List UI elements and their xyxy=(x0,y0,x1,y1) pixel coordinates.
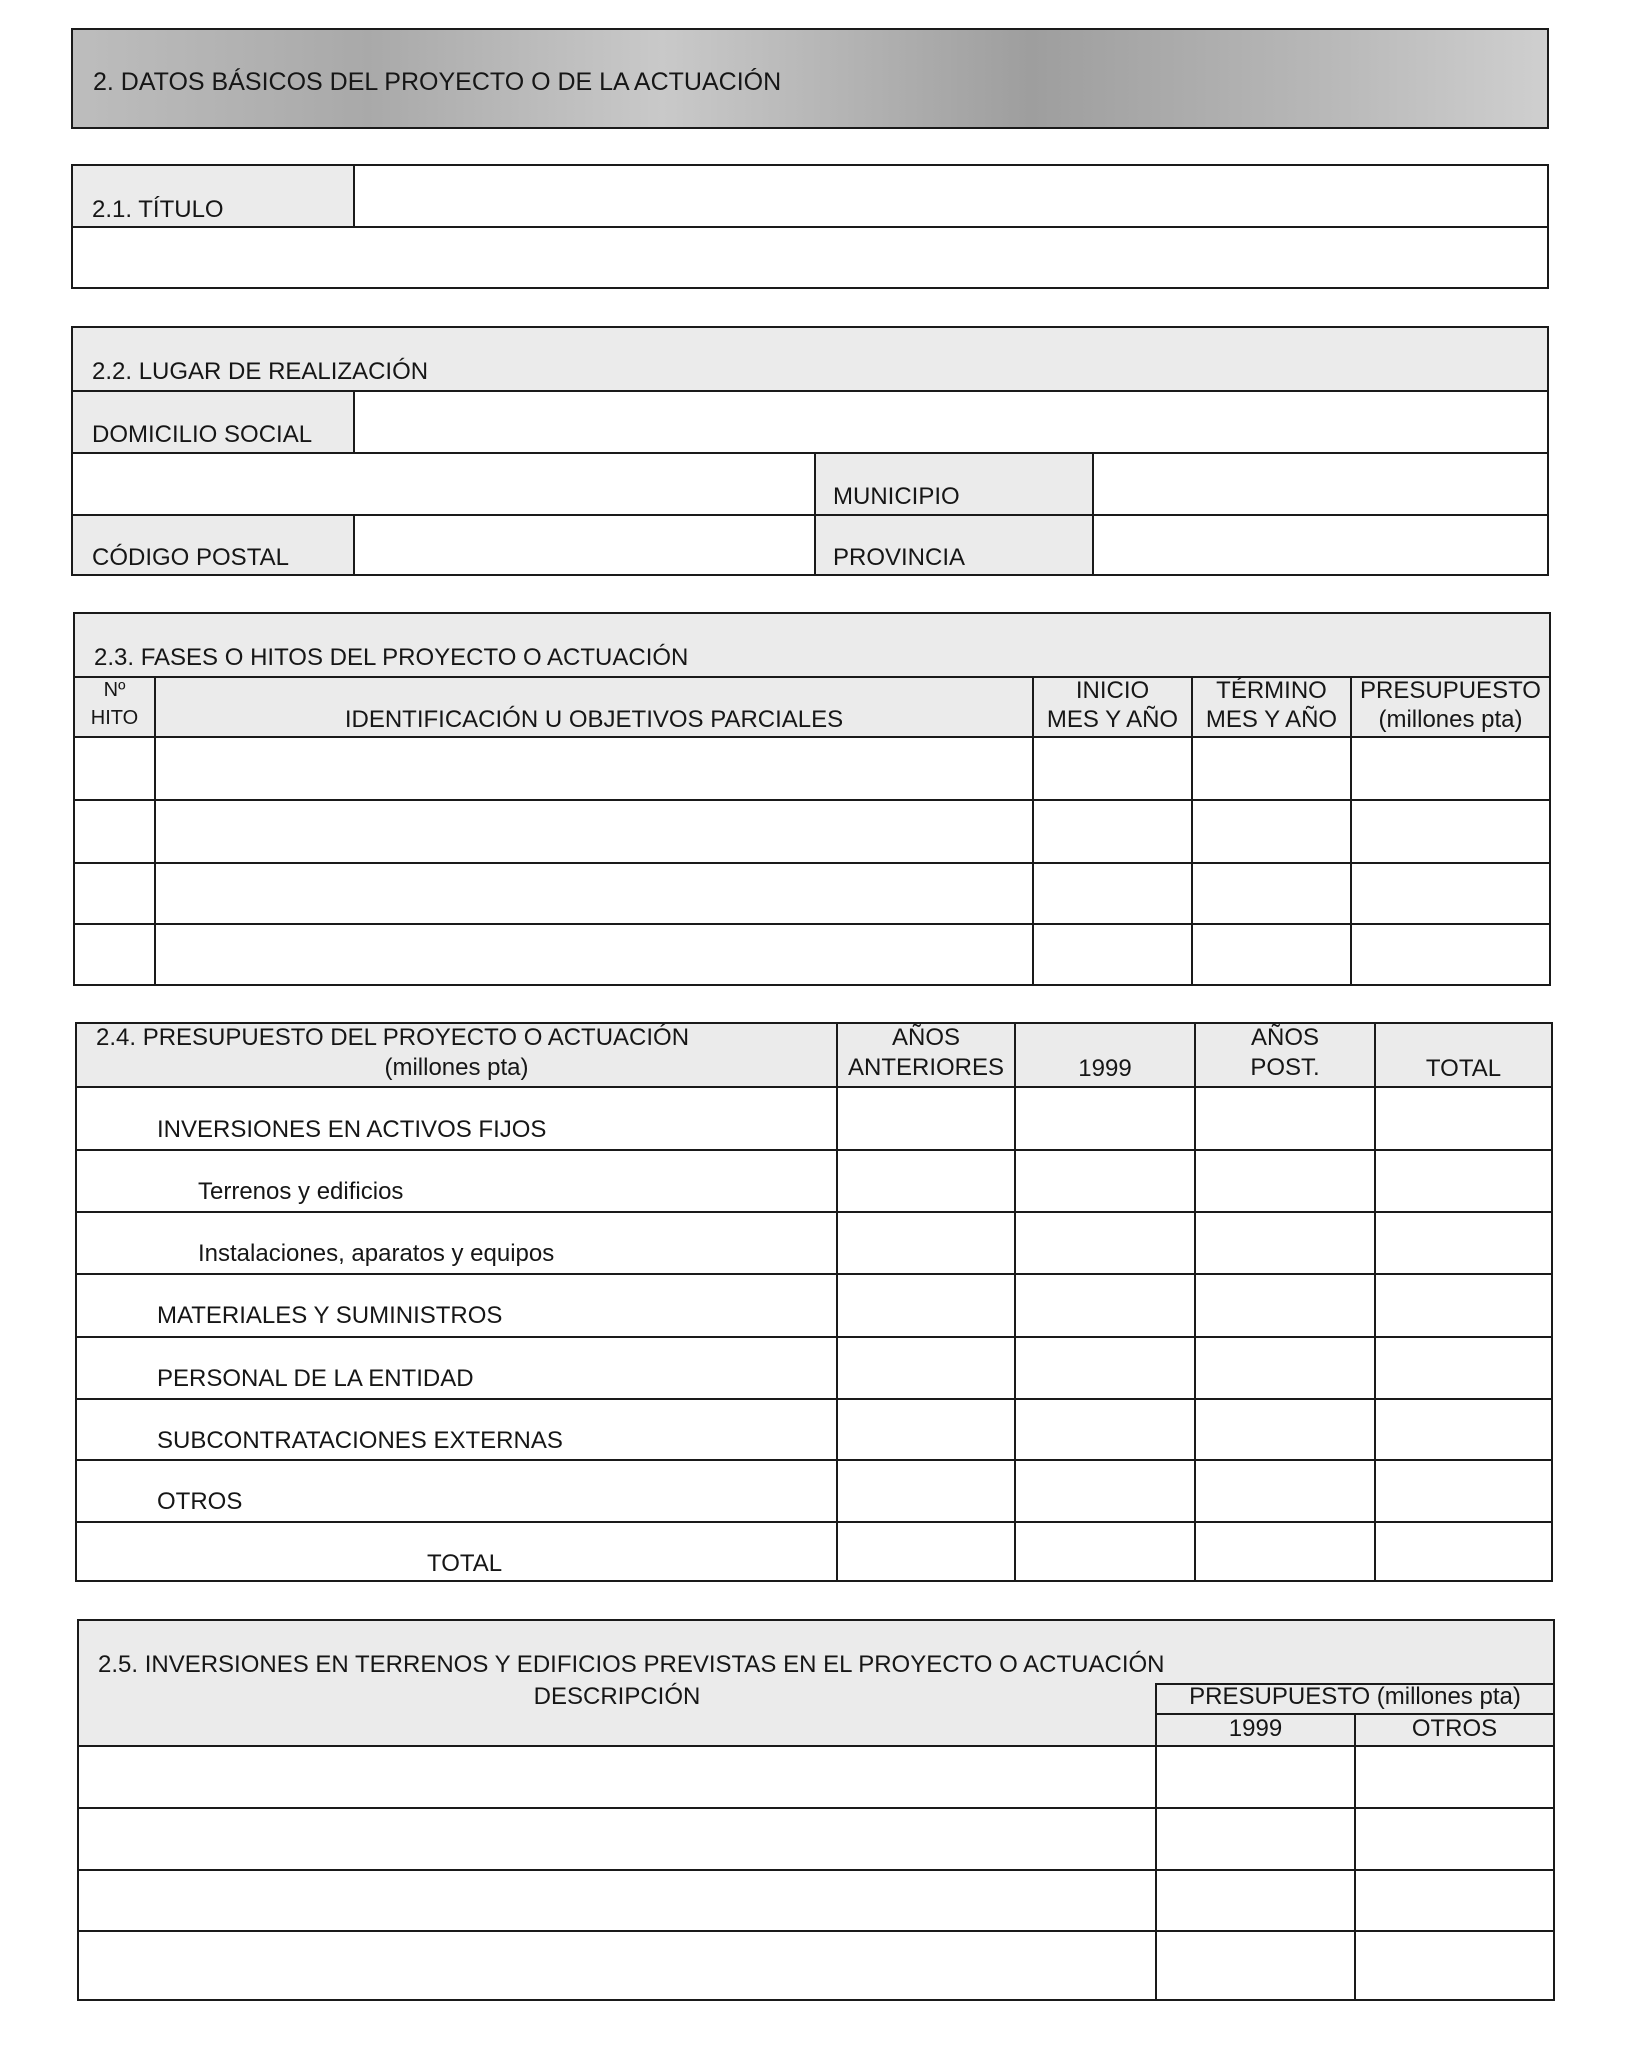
inversion-row-4[interactable] xyxy=(79,1932,1553,1999)
section-header xyxy=(71,28,1549,129)
codigo-postal-label: CÓDIGO POSTAL xyxy=(92,544,289,571)
fases-block xyxy=(73,612,1551,986)
lugar-label: 2.2. LUGAR DE REALIZACIÓN xyxy=(92,358,429,385)
col-termino-header-1: TÉRMINO xyxy=(1216,677,1327,704)
municipio-label: MUNICIPIO xyxy=(833,483,960,510)
row-label-terrenos: Terrenos y edificios xyxy=(198,1178,404,1205)
domicilio-label: DOMICILIO SOCIAL xyxy=(92,421,313,448)
inversion-row-1[interactable] xyxy=(79,1747,1553,1807)
presupuesto-block xyxy=(75,1022,1553,1582)
col-anteriores-header-2: ANTERIORES xyxy=(847,1054,1005,1081)
titulo-field-line2[interactable] xyxy=(73,228,1547,287)
col-1999-header: 1999 xyxy=(1078,1055,1132,1082)
domicilio-field[interactable] xyxy=(355,392,1547,452)
provincia-label: PROVINCIA xyxy=(833,544,966,571)
col-otros-header: OTROS xyxy=(1411,1715,1498,1742)
col-presupuesto-header-1: PRESUPUESTO xyxy=(1360,677,1541,704)
inversion-row-3[interactable] xyxy=(79,1871,1553,1930)
inversion-row-2[interactable] xyxy=(79,1809,1553,1869)
presupuesto-label: 2.4. PRESUPUESTO DEL PROYECTO O ACTUACIÓN xyxy=(96,1024,690,1051)
hito-row-4[interactable] xyxy=(75,925,1549,984)
col-termino-header-2: MES Y AÑO xyxy=(1205,706,1338,733)
titulo-block xyxy=(71,164,1549,289)
col-inicio-header-1: INICIO xyxy=(1075,677,1150,704)
lugar-block xyxy=(71,326,1549,576)
col-total-header: TOTAL xyxy=(1425,1055,1502,1082)
row-label-activos-fijos: INVERSIONES EN ACTIVOS FIJOS xyxy=(157,1116,547,1143)
row-label-materiales: MATERIALES Y SUMINISTROS xyxy=(157,1302,503,1329)
hito-row-3[interactable] xyxy=(75,864,1549,923)
row-label-personal: PERSONAL DE LA ENTIDAD xyxy=(157,1365,474,1392)
col-anteriores-header-1: AÑOS xyxy=(891,1024,960,1051)
hito-row-2[interactable] xyxy=(75,801,1549,862)
inversiones-label: 2.5. INVERSIONES EN TERRENOS Y EDIFICIOS PREVISTAS EN EL PROYECTO O ACTUACIÓN xyxy=(98,1651,1165,1678)
domicilio-field-line2[interactable] xyxy=(73,454,814,514)
municipio-field[interactable] xyxy=(1094,454,1547,514)
row-label-subcontrataciones: SUBCONTRATACIONES EXTERNAS xyxy=(157,1427,563,1454)
col-descripcion-header: DESCRIPCIÓN xyxy=(533,1683,701,1710)
titulo-field[interactable] xyxy=(355,166,1547,226)
col-presupuesto-header: PRESUPUESTO (millones pta) xyxy=(1189,1683,1521,1710)
fases-label: 2.3. FASES O HITOS DEL PROYECTO O ACTUACIÓN xyxy=(94,644,689,671)
col-hito-header-2: HITO xyxy=(90,707,139,729)
col-post-header-1: AÑOS xyxy=(1250,1024,1319,1051)
col-post-header-2: POST. xyxy=(1250,1054,1320,1081)
codigo-postal-field[interactable] xyxy=(355,516,814,574)
titulo-label: 2.1. TÍTULO xyxy=(92,196,224,223)
col-1999-header: 1999 xyxy=(1228,1715,1283,1742)
row-label-total: TOTAL xyxy=(427,1550,503,1577)
hito-row-1[interactable] xyxy=(75,738,1549,799)
presupuesto-unit: (millones pta) xyxy=(384,1054,529,1081)
inversiones-block xyxy=(77,1619,1555,2001)
col-inicio-header-2: MES Y AÑO xyxy=(1046,706,1179,733)
col-presupuesto-header-2: (millones pta) xyxy=(1378,706,1523,733)
col-hito-header-1: Nº xyxy=(103,679,126,701)
presupuesto-input-area[interactable] xyxy=(838,1088,1551,1580)
provincia-field[interactable] xyxy=(1094,516,1547,574)
section-title: 2. DATOS BÁSICOS DEL PROYECTO O DE LA ACTUACIÓN xyxy=(93,68,782,96)
row-label-instalaciones: Instalaciones, aparatos y equipos xyxy=(198,1240,555,1267)
col-ident-header: IDENTIFICACIÓN U OBJETIVOS PARCIALES xyxy=(344,706,844,733)
row-label-otros: OTROS xyxy=(157,1488,243,1515)
